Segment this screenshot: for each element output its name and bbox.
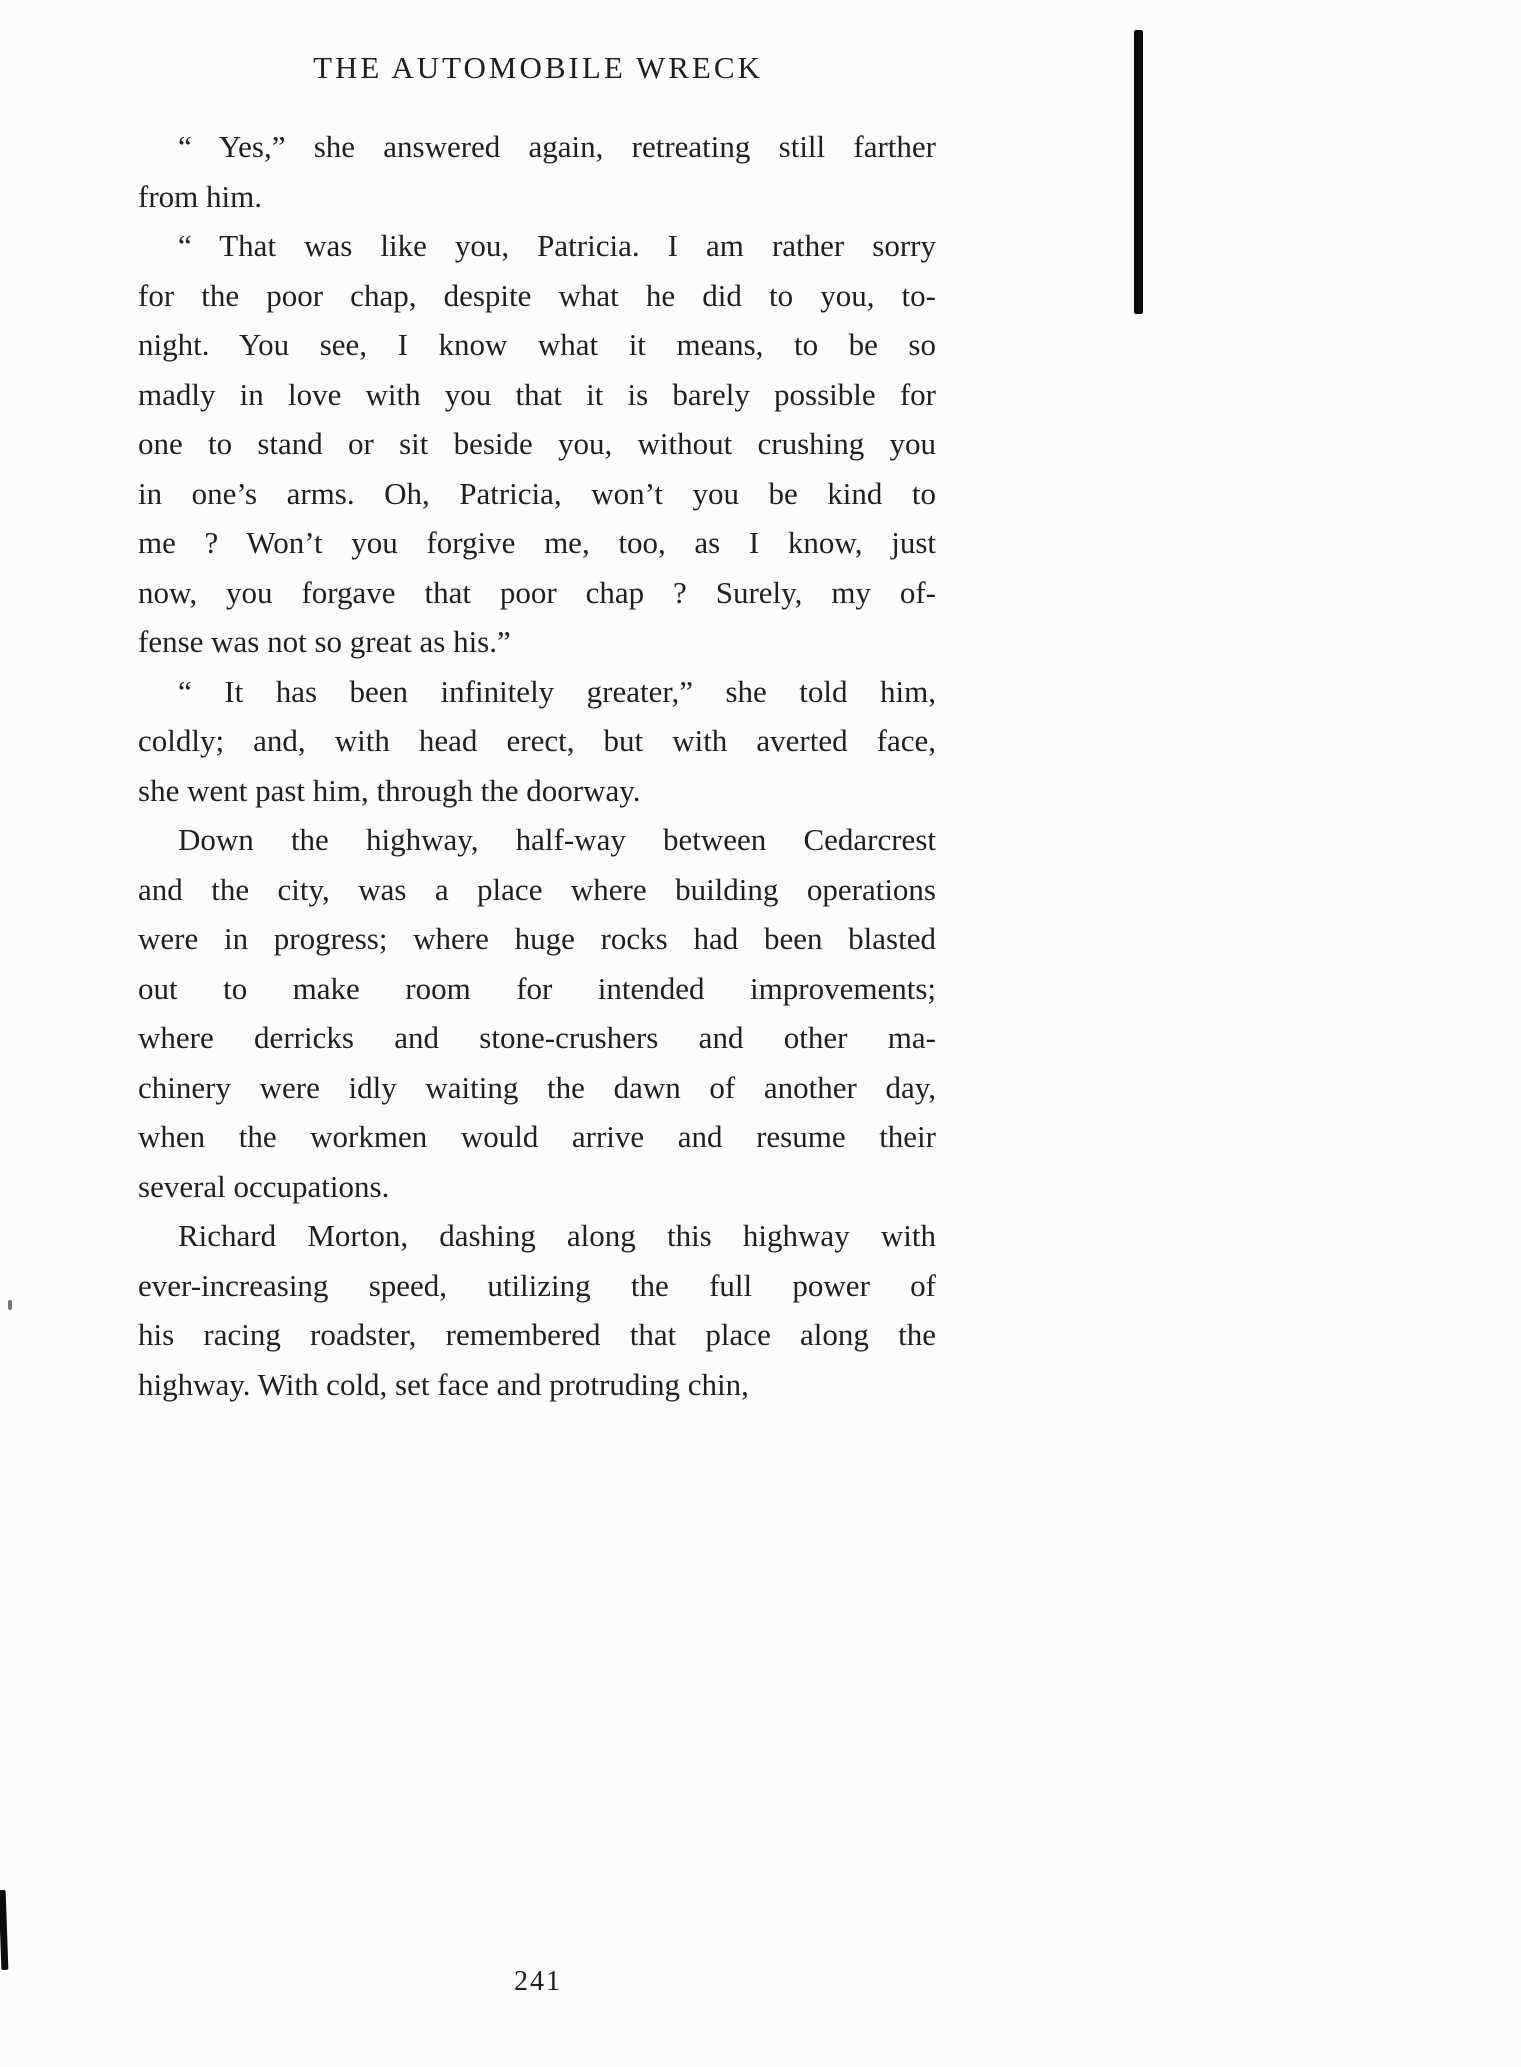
scan-artifact-left-speck (8, 1300, 12, 1310)
text-line: me ? Won’t you forgive me, too, as I know, just (138, 525, 936, 560)
text-line: highway. With cold, set face and protruding chin, (138, 1366, 749, 1402)
text-line: Richard Morton, dashing along this highway with (178, 1218, 936, 1253)
text-line: coldly; and, with head erect, but with averted face, (138, 723, 936, 758)
text-line: were in progress; where huge rocks had been blasted (138, 921, 936, 956)
text-line: “ It has been infinitely greater,” she told him, (178, 673, 936, 709)
text-line: in one’s arms. Oh, Patricia, won’t you be kind to (138, 475, 936, 511)
text-line: his racing roadster, remembered that place along the (138, 1317, 936, 1352)
text-block (138, 122, 936, 1409)
scan-artifact-right-bar (1134, 30, 1143, 314)
text-line: one to stand or sit beside you, without crushing you (138, 426, 936, 461)
text-line: fense was not so great as his.” (138, 624, 511, 659)
text-line: when the workmen would arrive and resume their (138, 1119, 936, 1154)
text-line: out to make room for intended improvements; (138, 970, 936, 1006)
scan-artifact-bottom-left (0, 1890, 8, 1970)
running-header: THE AUTOMOBILE WRECK (313, 50, 763, 85)
text-line: for the poor chap, despite what he did to you, to- (138, 277, 936, 313)
text-line: she went past him, through the doorway. (138, 772, 641, 808)
text-line: madly in love with you that it is barely possible for (138, 376, 936, 412)
text-line: and the city, was a place where building operations (138, 871, 936, 907)
text-line: from him. (138, 178, 262, 214)
text-line: where derricks and stone-crushers and other ma- (138, 1020, 936, 1055)
text-line: now, you forgave that poor chap ? Surely, my of- (138, 574, 936, 610)
text-line: several occupations. (138, 1168, 390, 1204)
page-number: 241 (514, 1966, 562, 1997)
text-line: ever-increasing speed, utilizing the full power of (138, 1267, 936, 1303)
text-line: Down the highway, half-way between Cedarcrest (178, 822, 936, 857)
text-line: “ Yes,” she answered again, retreating still farther (178, 129, 936, 164)
text-line: “ That was like you, Patricia. I am rather sorry (178, 228, 936, 263)
text-line: chinery were idly waiting the dawn of another day, (138, 1069, 936, 1105)
text-line: night. You see, I know what it means, to be so (138, 327, 936, 362)
